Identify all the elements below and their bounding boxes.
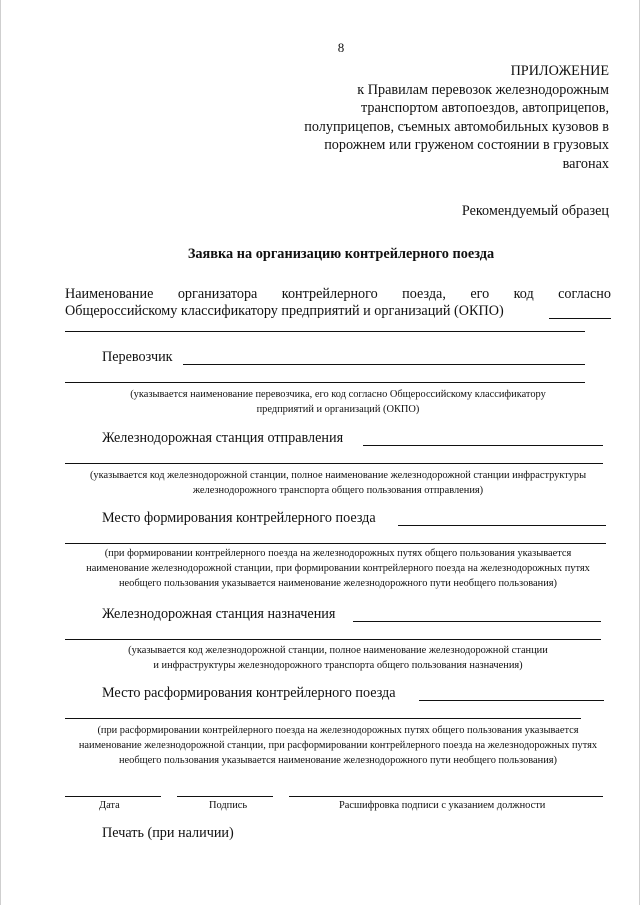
recommended-sample: Рекомендуемый образец [461,203,609,219]
appendix-block [229,62,609,174]
organizer-line-2: Общероссийскому классификатору предприятий и организаций (ОКПО) [65,303,504,319]
organizer-line-1: Наименование организатора контрейлерного поезда, его код согласно [65,286,611,302]
appendix-line: полуприцепов, съемных автомобильных кузовов в [304,118,609,135]
appendix-heading: ПРИЛОЖЕНИЕ [510,63,609,79]
formation-hint [65,546,611,591]
destination-field[interactable] [353,621,601,622]
stamp-label: Печать (при наличии) [102,825,234,841]
departure-field-continued[interactable] [65,463,603,464]
formation-label: Место формирования контрейлерного поезда [102,510,376,526]
disband-hint-line: необщего пользования указывается наименование железнодорожного пути необщего пользования) [118,755,558,766]
date-label: Дата [99,800,120,811]
formation-hint-line: (при формировании контрейлерного поезда на железнодорожных путях общего пользования указывается [104,548,572,559]
date-field[interactable] [65,796,161,797]
departure-hint [65,468,611,498]
disband-field-continued[interactable] [65,718,581,719]
document-title: Заявка на организацию контрейлерного поезда [187,246,495,262]
formation-field-continued[interactable] [65,543,606,544]
appendix-line: транспортом автопоездов, автоприцепов, [361,100,609,117]
departure-hint-line: (указывается код железнодорожной станции, полное наименование железнодорожной станции инфраструктуры [89,470,587,481]
carrier-field[interactable] [183,364,585,365]
destination-hint-line: (указывается код железнодорожной станции, полное наименование железнодорожной станции [128,645,548,656]
destination-label: Железнодорожная станция назначения [102,606,336,622]
disband-hint-line: (при расформировании контрейлерного поезда на железнодорожных путях общего пользования указывается [97,725,579,736]
departure-hint-line: железнодорожного транспорта общего пользования отправления) [192,485,484,496]
destination-hint-line: и инфраструктуры железнодорожного транспорта общего пользования назначения) [153,660,523,671]
destination-field-continued[interactable] [65,639,601,640]
formation-hint-line: наименование железнодорожной станции, при формировании контрейлерного поезда на железнодорожных путях [86,563,590,574]
signature-label: Подпись [209,800,248,811]
disband-hint-line: наименование железнодорожной станции, при расформировании контрейлерного поезда на железнодорожных путях [78,740,598,751]
formation-field[interactable] [398,525,606,526]
departure-field[interactable] [363,445,603,446]
page-number: 8 [337,40,345,55]
carrier-hint-line: (указывается наименование перевозчика, его код согласно Общероссийскому классификатору [130,389,546,400]
carrier-hint-line: предприятий и организаций (ОКПО) [256,404,420,415]
signature-decode-label: Расшифровка подписи с указанием должности [339,800,546,811]
appendix-line: вагонах [562,155,609,172]
disband-label: Место расформирования контрейлерного поезда [102,685,396,701]
appendix-line: к Правилам перевозок железнодорожным [357,81,609,98]
departure-label: Железнодорожная станция отправления [102,430,344,446]
signature-decode-field[interactable] [289,796,603,797]
organizer-okpo-field[interactable] [549,318,611,319]
destination-hint [65,643,611,673]
signature-field[interactable] [177,796,273,797]
disband-field[interactable] [419,700,604,701]
disband-hint [65,723,611,768]
formation-hint-line: необщего пользования указывается наименование железнодорожного пути необщего пользования) [118,578,558,589]
organizer-name-field[interactable] [65,331,585,332]
carrier-label: Перевозчик [102,349,173,365]
appendix-line: порожнем или груженом состоянии в грузовых [324,137,609,154]
carrier-hint [65,387,611,417]
carrier-field-continued[interactable] [65,382,585,383]
